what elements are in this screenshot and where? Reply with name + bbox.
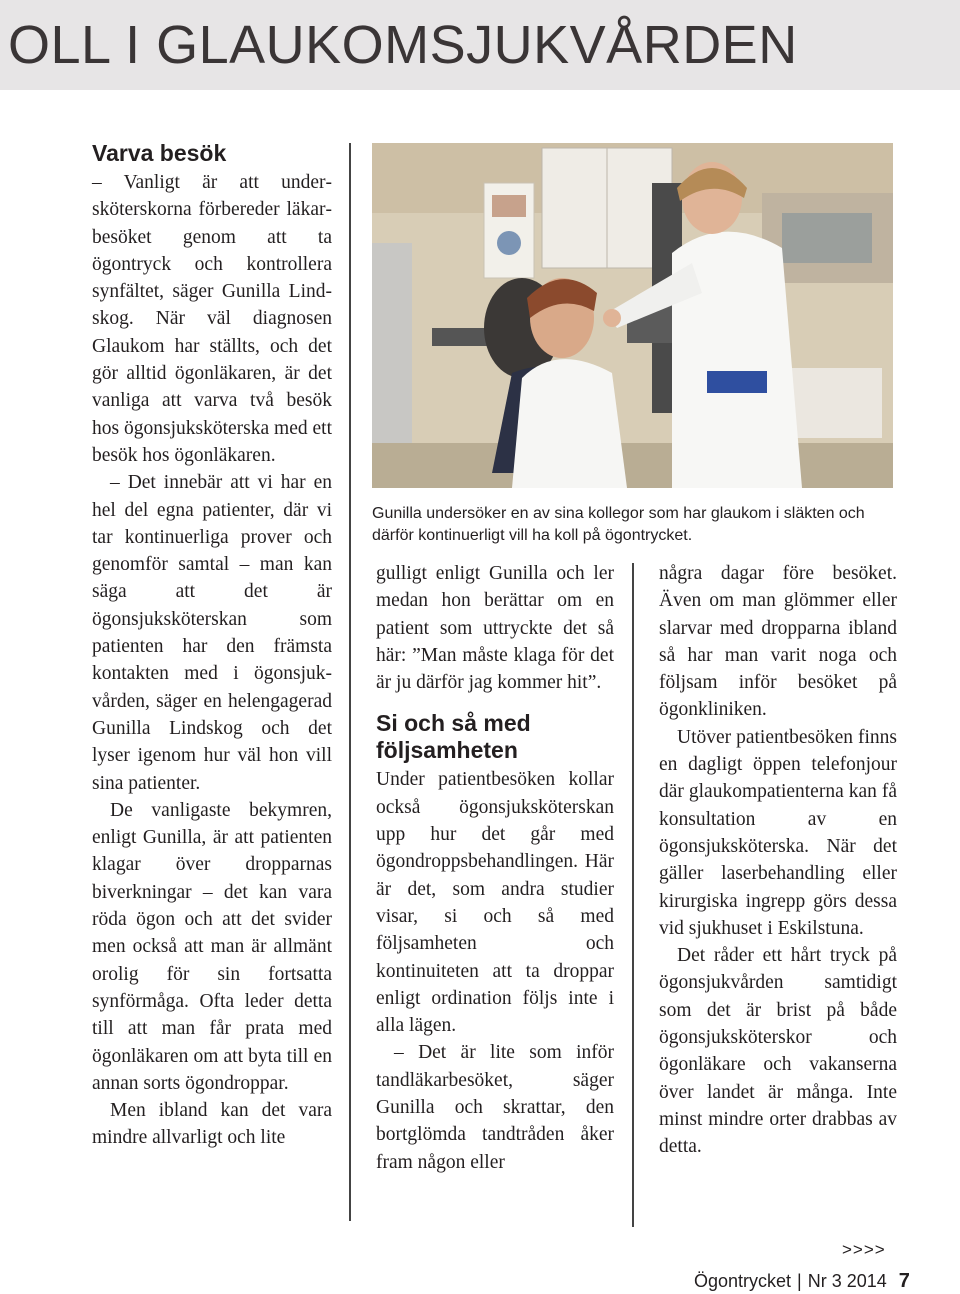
paragraph: gulligt enligt Gunilla och ler medan hon berättar om en patient som uttryckte det så här: ”Man måste klaga för det är ju därför jag kommer hit”.	[376, 563, 614, 694]
article-column-2	[376, 560, 614, 1176]
paragraph: Men ibland kan det vara mindre allvarligt och lite	[92, 1100, 332, 1149]
photo-illustration	[372, 143, 893, 488]
paragraph: – Det innebär att vi har en hel del egna patienter, där vi tar kontinuerliga prover och genomför samtal – man kan säga att det är ögonsjuksköterskan som patienten har den främsta kontakten med i ögonsjukvården, säger en helengagerad Gunilla Lindskog och det lyser igenom hur väl hon vill sina patienter.	[92, 472, 332, 794]
paragraph: Det råder ett hårt tryck på ögonsjukvården samtidigt som det är brist på både ögonsjuksköterskor och ögonläkare och vakanserna över landet är många. Inte minst mindre orter drabbas av detta.	[659, 945, 897, 1158]
column-divider	[349, 143, 351, 1221]
page-number: 7	[898, 1270, 910, 1292]
continued-arrow: >>>>	[842, 1240, 886, 1259]
paragraph: Under patientbesöken kollar också ögonsjuksköterskan upp hur det går med ögondroppsbehandlingen. Här är det, som andra studier visar, si och så med följsamheten och kontinuiteten att ta droppar enligt ordination följs inte i alla lägen.	[376, 769, 614, 1037]
page-header-title: OLL I GLAUKOMSJUKVÅRDEN	[8, 15, 798, 75]
page-footer	[694, 1268, 910, 1294]
paragraph: Utöver patientbesöken finns en dagligt öppen telefonjour där glaukompatienterna kan få konsultation av en ögonsjuksköterska. När det gäller laserbehandling eller kirurgiska ingrepp görs dessa vid sjukhuset i Eskilstuna.	[659, 726, 897, 939]
issue-label: Nr 3 2014	[807, 1271, 887, 1291]
footer-separator: |	[797, 1271, 802, 1291]
column-divider	[632, 563, 634, 1227]
paragraph: några dagar före besöket. Även om man glömmer eller slarvar med dropparna ibland så har man varit noga och följsam inför besöket på ögonkliniken.	[659, 563, 897, 721]
paragraph: De vanligaste bekymren, enligt Gunilla, är att patienten klagar över dropparnas biverkningar – det kan vara röda ögon och att det svider men också att man är allmänt orolig för sin fortsatta synförmåga. Ofta leder detta till att man får prata med ögonläkaren om att byta till en annan sorts ögondroppar.	[92, 799, 332, 1094]
paragraph: – Vanligt är att undersköterskorna förbereder läkarbesöket genom att ta ögontryck och kontrollera synfältet, säger Gunilla Lindskog. När väl diagnosen Glaukom har ställts, och det gör alltid ögonläkaren, är det vanliga att varva två besök hos ögonsjuksköterska med ett besök hos ögonläkaren.	[92, 172, 332, 466]
photo-caption: Gunilla undersöker en av sina kollegor som har glaukom i släkten och därför kontinuerligt vill ha koll på ögontrycket.	[372, 505, 865, 544]
magazine-name: Ögontrycket	[694, 1271, 792, 1291]
section-heading-foljsamheten: Si och så med följsamheten	[376, 710, 531, 764]
article-column-1	[92, 140, 332, 1152]
paragraph: – Det är lite som inför tandläkarbesöket, säger Gunilla och skrattar, den bortglömda tandtråden åker fram någon eller	[376, 1042, 614, 1173]
section-heading-varva-besok: Varva besök	[92, 140, 227, 166]
header-band	[0, 0, 960, 90]
article-column-3	[659, 560, 897, 1161]
article-photo	[372, 143, 893, 488]
